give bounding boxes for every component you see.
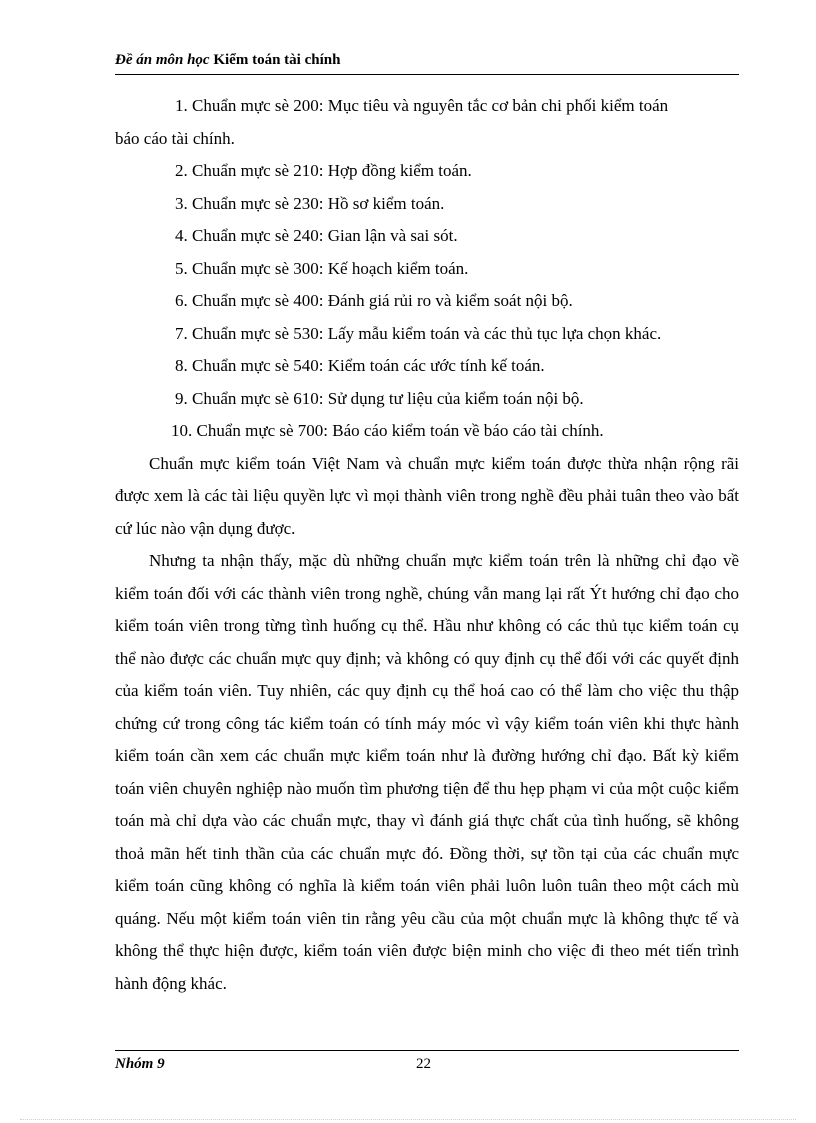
list-item: 7. Chuẩn mực sè 530: Lấy mẫu kiểm toán và các thủ tục lựa chọn khác. — [175, 323, 662, 343]
list-item: 9. Chuẩn mực sè 610: Sử dụng tư liệu của kiểm toán nội bộ. — [175, 388, 584, 408]
list-item-continuation: báo cáo tài chính. — [115, 128, 235, 148]
footer-divider — [115, 1050, 739, 1051]
body-paragraph: Chuẩn mực kiểm toán Việt Nam và chuẩn mực kiểm toán được thừa nhận rộng rãi được xem là các tài liệu quyền lực vì mọi thành viên trong nghề đều phải tuân theo vào bất cứ lúc nào vận dụng được. — [115, 453, 739, 538]
page-header — [115, 50, 739, 75]
list-item — [115, 90, 739, 155]
list-item: 3. Chuẩn mực sè 230: Hồ sơ kiểm toán. — [175, 193, 445, 213]
list-item: 5. Chuẩn mực sè 300: Kế hoạch kiểm toán. — [175, 258, 469, 278]
list-item: 6. Chuẩn mực sè 400: Đánh giá rủi ro và kiểm soát nội bộ. — [175, 291, 573, 310]
header-subject: Kiểm toán tài chính — [213, 52, 341, 68]
page-edge-divider — [20, 1119, 796, 1120]
list-item-text: 1. Chuẩn mực sè 200: Mục tiêu và nguyên tắc cơ bản chi phối kiểm toán — [175, 96, 669, 115]
body-paragraph: Nhưng ta nhận thấy, mặc dù những chuẩn mực kiểm toán trên là những chỉ đạo về kiểm toán đối với các thành viên trong nghề, chúng vẫn mang lại rất Ýt hướng chỉ đạo cho kiểm toán viên trong từng tình huống cụ thể. Hầu như không có các thủ tục kiểm toán cụ thể nào được các chuẩn mực quy định; và không có quy định cụ thể đối với các quyết định của kiểm toán viên. Tuy nhiên, các quy định cụ thể hoá cao có thể làm cho việc thu thập chứng cứ trong công tác kiểm toán có tính máy móc vì vậy kiểm toán viên khi thực hành kiểm toán cần xem các chuẩn mực kiểm toán như là đường hướng chỉ đạo. Bất kỳ kiểm toán viên chuyên nghiệp nào muốn tìm phương tiện để thu hẹp phạm vi của một cuộc kiểm toán mà chỉ dựa vào các chuẩn mực, thay vì đánh giá thực chất của tình huống, sẽ không thoả mãn hết tinh thần của các chuẩn mực đó. Đồng thời, sự tồn tại của các chuẩn mực kiểm toán cũng không có nghĩa là kiểm toán viên phải luôn luôn tuân theo một cách mù quáng. Nếu một kiểm toán viên tin rằng yêu cầu của một chuẩn mực là không thực tế và không thể thực hiện được, kiểm toán viên được biện minh cho việc đi theo mét tiến trình hành động khác. — [115, 551, 739, 993]
page-body — [115, 90, 739, 1000]
list-item: 4. Chuẩn mực sè 240: Gian lận và sai sót. — [175, 226, 458, 245]
footer-group-label: Nhóm 9 — [115, 1056, 165, 1072]
header-course-label: Đề án môn học — [115, 52, 210, 68]
page-number: 22 — [416, 1056, 431, 1072]
list-item: 8. Chuẩn mực sè 540: Kiểm toán các ước tính kế toán. — [175, 356, 545, 375]
list-item: 10. Chuẩn mực sè 700: Báo cáo kiểm toán về báo cáo tài chính. — [171, 421, 604, 440]
list-item: 2. Chuẩn mực sè 210: Hợp đồng kiểm toán. — [175, 161, 472, 180]
